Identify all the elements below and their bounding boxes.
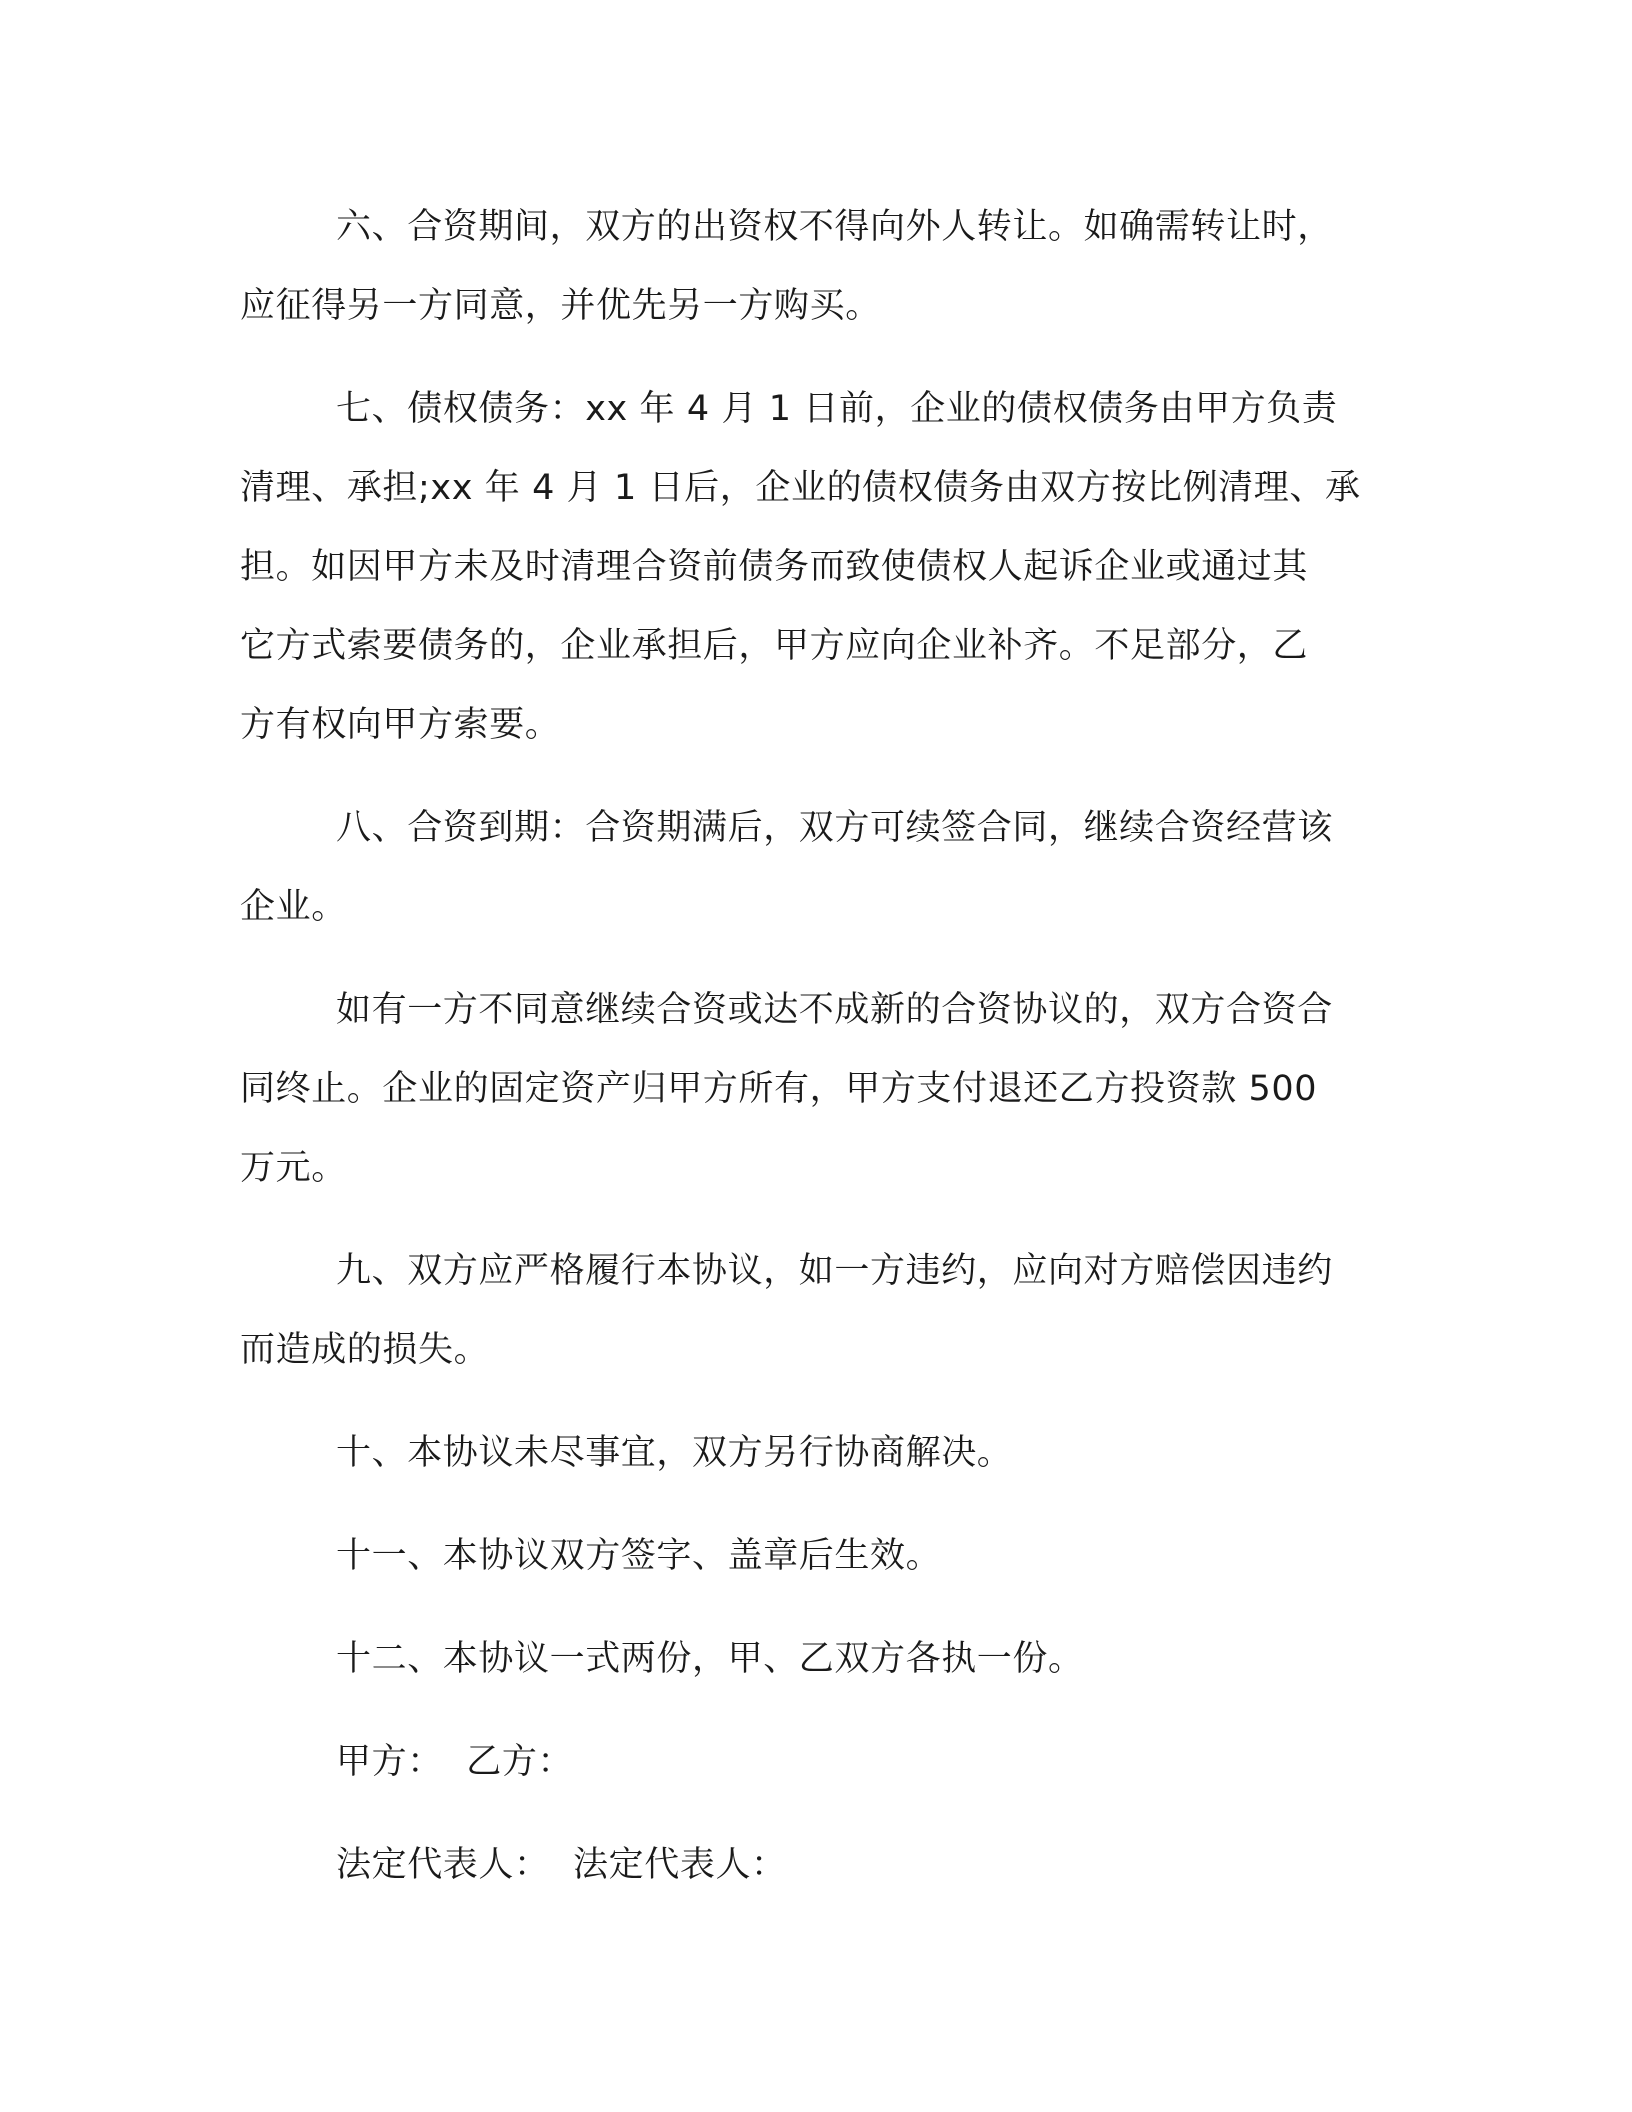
clause-11-text: 十一、本协议双方签字、盖章后生效。 [336, 1536, 942, 1576]
clause-8-line-2: 企业。 [240, 887, 347, 927]
clause-7 [240, 370, 1385, 765]
clause-9-line-2: 而造成的损失。 [240, 1330, 490, 1370]
clause-8 [240, 789, 1385, 947]
clause-8-continuation [240, 971, 1385, 1208]
clause-10 [240, 1414, 1385, 1493]
clause-6 [240, 188, 1385, 346]
clause-10-text: 十、本协议未尽事宜，双方另行协商解决。 [336, 1433, 1013, 1473]
signature-representatives [240, 1826, 1385, 1905]
clause-8-cont-line-3: 万元。 [240, 1148, 347, 1188]
clause-11 [240, 1517, 1385, 1596]
clause-8-line-1: 八、合资到期：合资期满后，双方可续签合同，继续合资经营该 [336, 808, 1333, 848]
signature-parties [240, 1723, 1385, 1802]
signature-reps-text: 法定代表人： 法定代表人： [336, 1845, 787, 1885]
clause-12-text: 十二、本协议一式两份，甲、乙双方各执一份。 [336, 1639, 1084, 1679]
document-body [240, 188, 1385, 1905]
clause-7-line-3: 担。如因甲方未及时清理合资前债务而致使债权人起诉企业或通过其 [240, 547, 1309, 587]
clause-7-line-2: 清理、承担;xx 年 4 月 1 日后，企业的债权债务由双方按比例清理、承 [240, 468, 1361, 508]
signature-parties-text: 甲方： 乙方： [336, 1742, 574, 1782]
clause-8-cont-line-2: 同终止。企业的固定资产归甲方所有，甲方支付退还乙方投资款 500 [240, 1069, 1318, 1109]
clause-7-line-5: 方有权向甲方索要。 [240, 705, 561, 745]
clause-12 [240, 1620, 1385, 1699]
clause-8-cont-line-1: 如有一方不同意继续合资或达不成新的合资协议的，双方合资合 [336, 990, 1333, 1030]
clause-6-line-2: 应征得另一方同意，并优先另一方购买。 [240, 286, 881, 326]
clause-7-line-4: 它方式索要债务的，企业承担后，甲方应向企业补齐。不足部分，乙 [240, 626, 1309, 666]
clause-9-line-1: 九、双方应严格履行本协议，如一方违约，应向对方赔偿因违约 [336, 1251, 1333, 1291]
clause-6-line-1: 六、合资期间，双方的出资权不得向外人转让。如确需转让时， [336, 207, 1333, 247]
clause-9 [240, 1232, 1385, 1390]
clause-7-line-1: 七、债权债务：xx 年 4 月 1 日前，企业的债权债务由甲方负责 [336, 389, 1338, 429]
